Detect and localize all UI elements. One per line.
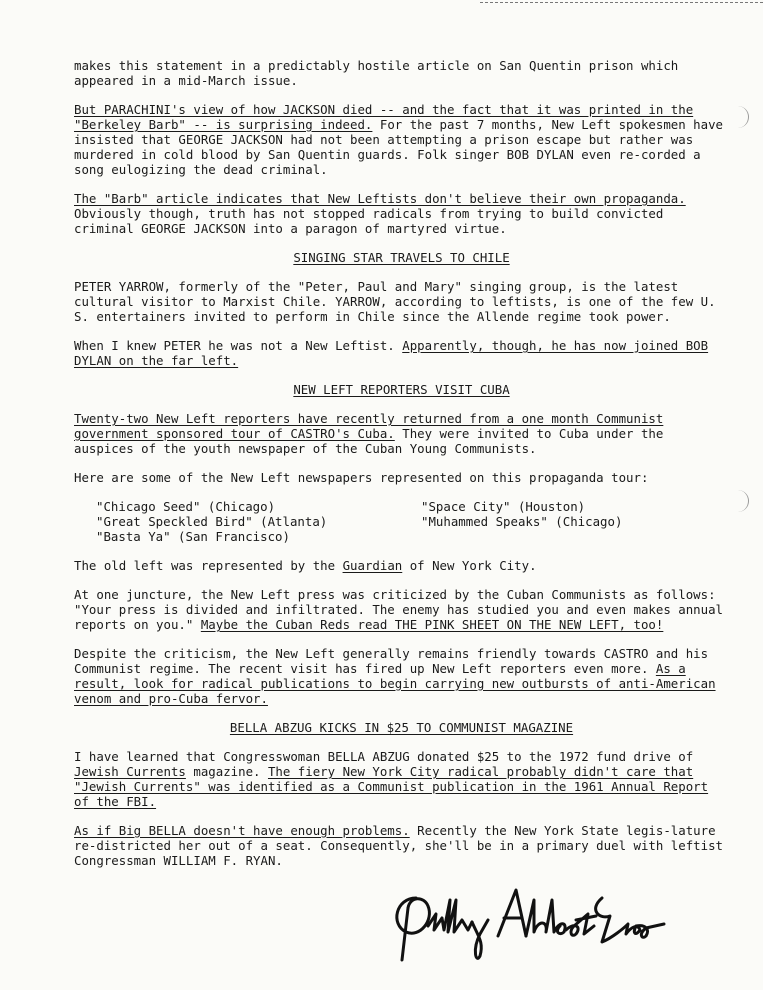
intro-paragraph: makes this statement in a predictably hostile article on San Quentin prison which appeared in a mid-March issue. [74, 58, 679, 88]
big-bella-paragraph: As if Big BELLA doesn't have enough problems. Recently the New York State legis-lature re-districted her out of a seat. Consequently, she'll be in a primary duel with leftist Congressman WILLIAM F. RYAN. [74, 823, 724, 868]
list-item: "Basta Ya" (San Francisco) [96, 529, 290, 544]
underlined-text: But PARACHINI's view of how JACKSON died -- and the fact that it was printed in the "Berkeley Barb" -- is surprising indeed. [74, 102, 694, 132]
section-heading-cuba: NEW LEFT REPORTERS VISIT CUBA [293, 382, 510, 397]
top-edge-mark [480, 2, 763, 3]
list-item: "Great Speckled Bird" (Atlanta) [96, 514, 328, 529]
underlined-text: As if Big BELLA doesn't have enough problems. [74, 823, 410, 838]
section-heading-abzug: BELLA ABZUG KICKS IN $25 TO COMMUNIST MAGAZINE [229, 720, 574, 735]
margin-mark [734, 106, 749, 128]
underlined-text: Guardian [342, 558, 403, 573]
section-heading-singing: SINGING STAR TRAVELS TO CHILE [293, 250, 510, 265]
reporters-paragraph: Twenty-two New Left reporters have recently returned from a one month Communist government sponsored tour of CASTRO's Cuba. They were invited to Cuba under the auspices of the youth newspaper of the Cuban Young Communists. [74, 411, 664, 456]
list-item: "Muhammed Speaks" (Chicago) [421, 514, 623, 529]
despite-paragraph: Despite the criticism, the New Left generally remains friendly towards CASTRO and his Communist regime. The recent visit has fired up New Left reporters even more. As a result, look for radical publications to begin carrying new outbursts of anti-American venom and pro-Cuba fervor. [74, 646, 716, 706]
list-item: "Chicago Seed" (Chicago) [96, 499, 276, 514]
papers-intro-paragraph: Here are some of the New Left newspapers represented on this propaganda tour: [74, 470, 649, 485]
juncture-paragraph: At one juncture, the New Left press was criticized by the Cuban Communists as follows: "Your press is divided and infiltrated. The enemy has studied you and even makes annual reports on you." Maybe the Cuban Reds read THE PINK SHEET ON THE NEW LEFT, too! [74, 587, 724, 632]
knew-peter-paragraph: When I knew PETER he was not a New Leftist. Apparently, though, he has now joined BOB DYLAN on the far left. [74, 338, 709, 368]
old-left-paragraph: The old left was represented by the Guardian of New York City. [74, 558, 537, 573]
underlined-text: Maybe the Cuban Reds read THE PINK SHEET ON THE NEW LEFT, too! [200, 617, 664, 632]
margin-mark [734, 490, 749, 512]
underlined-text: The fiery New York City radical probably didn't care that "Jewish Currents" was identified as a Communist publication in the 1961 Annual Report of the FBI. [74, 764, 709, 809]
list-item: "Space City" (Houston) [421, 499, 586, 514]
newspaper-list [96, 499, 729, 544]
newspaper-list-left [96, 499, 421, 544]
underlined-text: Twenty-two New Left reporters have recently returned from a one month Communist government sponsored tour of CASTRO's Cuba. [74, 411, 664, 441]
underlined-text: Jewish Currents [74, 764, 186, 779]
jackson-paragraph: But PARACHINI's view of how JACKSON died -- and the fact that it was printed in the "Berkeley Barb" -- is surprising indeed. For the past 7 months, New Left spokesmen have insisted that GEORGE JACKSON had not been attempting a prison escape but rather was murdered in cold blood by San Quentin guards. Folk singer BOB DYLAN even re-corded a song eulogizing the dead criminal. [74, 102, 724, 177]
abzug-paragraph: I have learned that Congresswoman BELLA ABZUG donated $25 to the 1972 fund drive of Jewish Currents magazine. The fiery New York City radical probably didn't care that "Jewish Currents" was identified as a Communist publication in the 1961 Annual Report of the FBI. [74, 749, 709, 809]
yarrow-paragraph: PETER YARROW, formerly of the "Peter, Paul and Mary" singing group, is the latest cultural visitor to Marxist Chile. YARROW, according to leftists, is one of the few U. S. entertainers invited to perform in Chile since the Allende regime took power. [74, 279, 716, 324]
newspaper-list-right [421, 499, 721, 544]
signature [388, 880, 688, 970]
underlined-text: Apparently, though, he has now joined BOB DYLAN on the far left. [74, 338, 709, 368]
underlined-text: As a result, look for radical publications to begin carrying new outbursts of anti-American venom and pro-Cuba fervor. [74, 661, 716, 706]
underlined-text: The "Barb" article indicates that New Leftists don't believe their own propaganda. [74, 191, 686, 206]
barb-paragraph: The "Barb" article indicates that New Leftists don't believe their own propaganda. Obviously though, truth has not stopped radicals from trying to build convicted criminal GEORGE JACKSON into a paragon of martyred virtue. [74, 191, 686, 236]
document-body [74, 58, 729, 882]
